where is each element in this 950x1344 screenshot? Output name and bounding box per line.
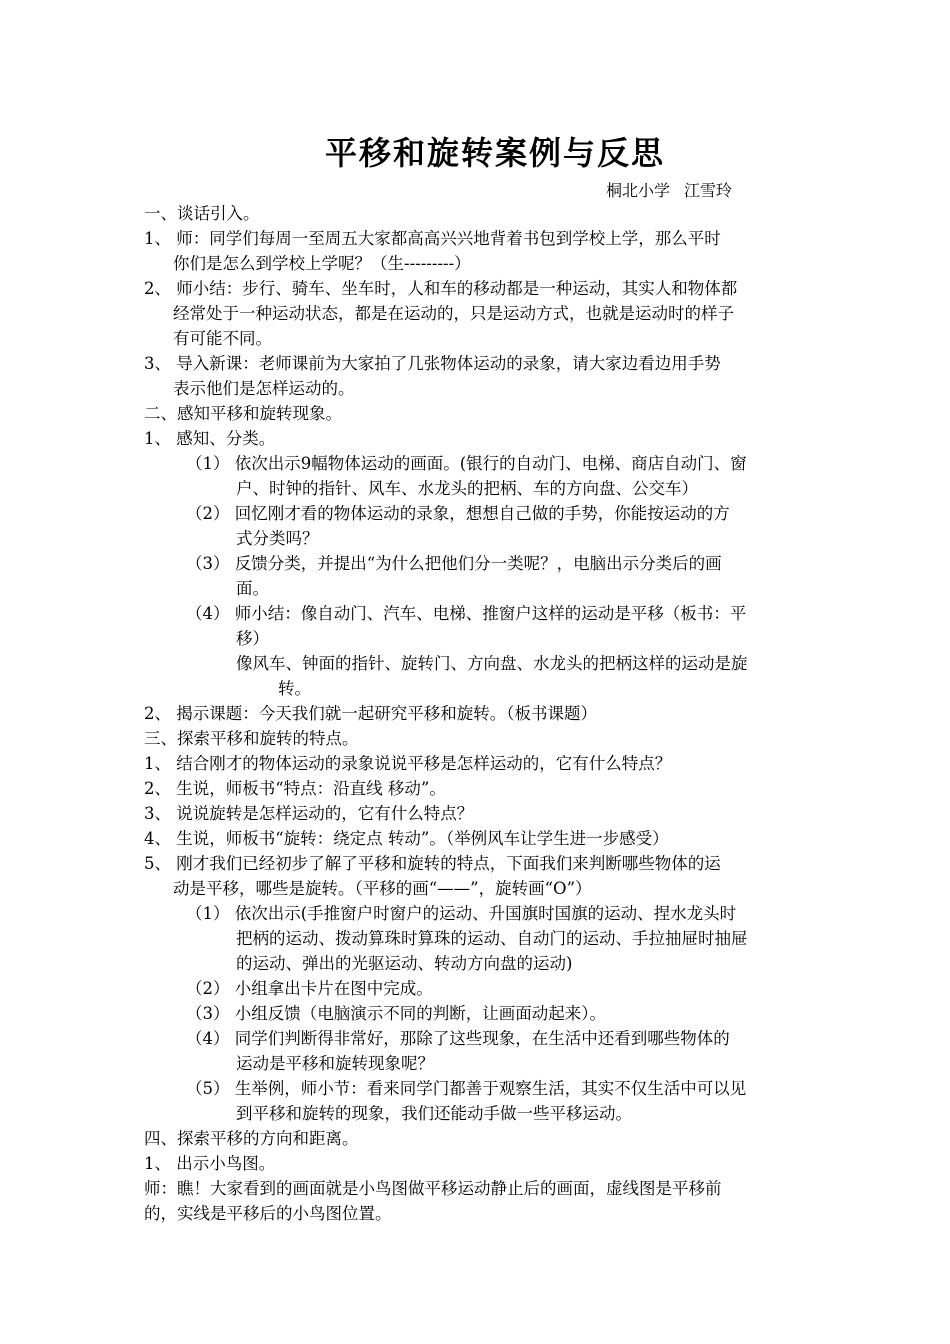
text-line: 运动是平移和旋转现象呢？	[236, 1054, 434, 1073]
text-line: 4、 生说，师板书“旋转：绕定点 转动”。（举例风车让学生进一步感受）	[144, 829, 669, 848]
author-school: 桐北小学	[606, 181, 671, 200]
text-line: 2、 师小结：步行、骑车、坐车时，人和车的移动都是一种运动，其实人和物体都	[144, 279, 738, 298]
text-line: 二、感知平移和旋转现象。	[144, 404, 342, 423]
text-line: （2） 回忆刚才看的物体运动的录象，想想自己做的手势，你能按运动的方	[186, 504, 730, 523]
text-line: 经常处于一种运动状态，都是在运动的，只是运动方式，也就是运动时的样子	[173, 304, 734, 323]
text-line: 你们是怎么到学校上学呢？（生---------）	[173, 254, 471, 273]
text-line: 师：瞧！大家看到的画面就是小鸟图做平移运动静止后的画面，虚线图是平移前	[144, 1179, 722, 1198]
text-line: 1、 结合刚才的物体运动的录象说说平移是怎样运动的，它有什么特点？	[144, 754, 672, 773]
text-line: 的，实线是平移后的小鸟图位置。	[144, 1204, 392, 1223]
text-line: 户、时钟的指针、风车、水龙头的把柄、车的方向盘、公交车）	[236, 479, 698, 498]
text-line: 1、 师：同学们每周一至周五大家都高高兴兴地背着书包到学校上学，那么平时	[144, 229, 721, 248]
text-line: 一、谈话引入。	[144, 204, 260, 223]
text-line: 1、 出示小鸟图。	[144, 1154, 276, 1173]
text-line: 5、 刚才我们已经初步了解了平移和旋转的特点，下面我们来判断哪些物体的运	[144, 854, 721, 873]
text-line: 3、 导入新课：老师课前为大家拍了几张物体运动的录象，请大家边看边用手势	[144, 354, 721, 373]
text-line: （3） 反馈分类，并提出“为什么把他们分一类呢？，电脑出示分类后的画	[186, 554, 722, 573]
text-line: 式分类吗？	[236, 529, 319, 548]
text-line: （2） 小组拿出卡片在图中完成。	[186, 979, 433, 998]
text-line: 三、探索平移和旋转的特点。	[144, 729, 359, 748]
text-line: 移）	[236, 629, 269, 648]
text-line: 动是平移，哪些是旋转。（平移的画“——”，旋转画“O”）	[173, 879, 592, 898]
text-line: （4） 同学们判断得非常好，那除了这些现象，在生活中还看到哪些物体的	[186, 1029, 730, 1048]
text-line: 的运动、弹出的光驱运动、转动方向盘的运动)	[236, 954, 573, 973]
text-line: 像风车、钟面的指针、旋转门、方向盘、水龙头的把柄这样的运动是旋	[236, 654, 748, 673]
author-line	[606, 178, 746, 201]
text-line: 2、 揭示课题：今天我们就一起研究平移和旋转。（板书课题）	[144, 704, 597, 723]
text-line: 表示他们是怎样运动的。	[173, 379, 355, 398]
text-line: （1） 依次出示9幅物体运动的画面。(银行的自动门、电梯、商店自动门、窗	[186, 454, 747, 473]
text-line: （4） 师小结：像自动门、汽车、电梯、推窗户这样的运动是平移（板书：平	[186, 604, 747, 623]
text-line: （1） 依次出示(手推窗户时窗户的运动、升国旗时国旗的运动、捏水龙头时	[186, 904, 737, 923]
text-line: 2、 生说，师板书“特点：沿直线 移动”。	[144, 779, 446, 798]
text-line: （3） 小组反馈（电脑演示不同的判断，让画面动起来）。	[186, 1004, 606, 1023]
text-line: （5） 生举例，师小节：看来同学门都善于观察生活，其实不仅生活中可以见	[186, 1079, 747, 1098]
document-title: 平移和旋转案例与反思	[324, 134, 665, 172]
text-line: 3、 说说旋转是怎样运动的，它有什么特点？	[144, 804, 474, 823]
text-line: 面。	[236, 579, 269, 598]
text-line: 转。	[278, 679, 311, 698]
text-line: 四、探索平移的方向和距离。	[144, 1129, 359, 1148]
text-line: 把柄的运动、拨动算珠时算珠的运动、自动门的运动、手拉抽屉时抽屉	[236, 929, 748, 948]
text-line: 到平移和旋转的现象，我们还能动手做一些平移运动。	[236, 1104, 632, 1123]
author-name: 江雪玲	[684, 181, 733, 200]
text-line: 有可能不同。	[173, 329, 272, 348]
text-line: 1、 感知、分类。	[144, 429, 276, 448]
